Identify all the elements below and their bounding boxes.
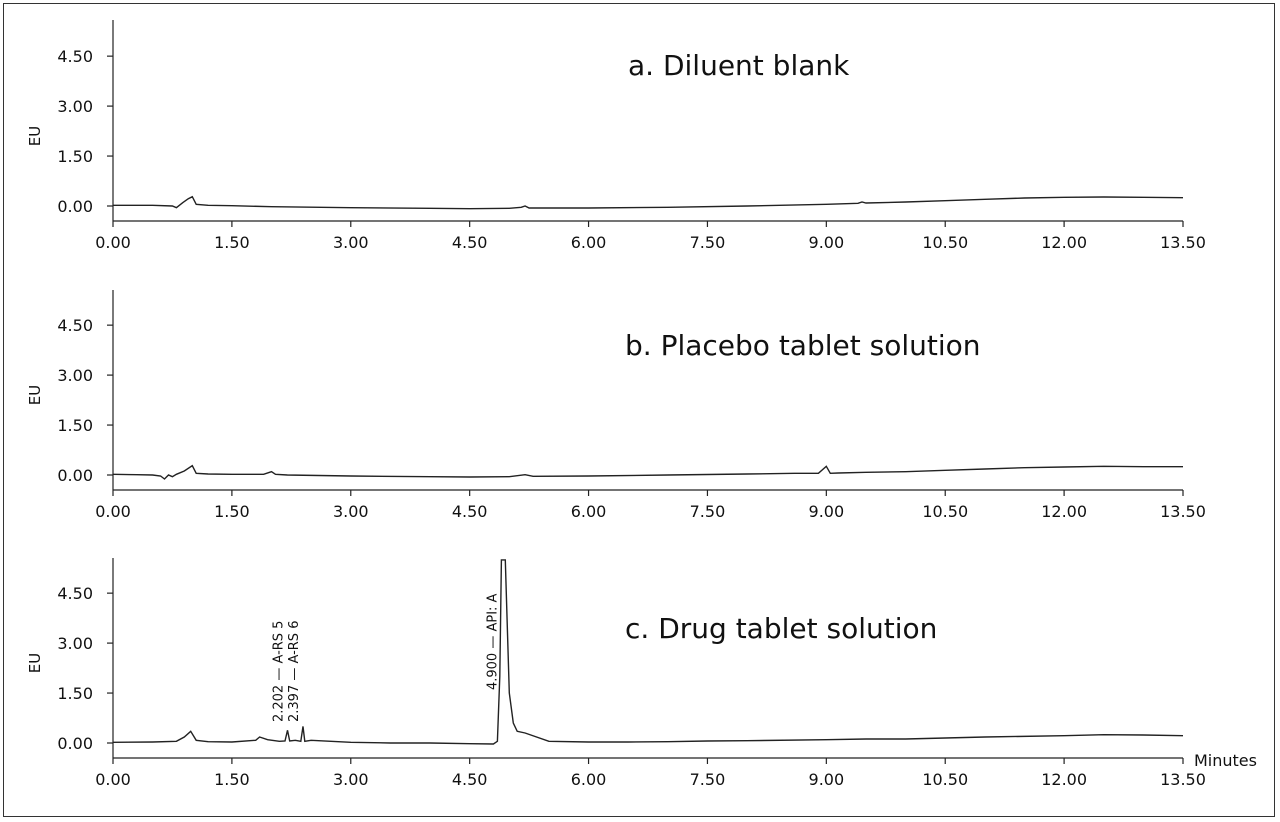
- y-tick-label: 4.50: [57, 47, 93, 67]
- x-tick-label: 4.50: [451, 770, 488, 789]
- y-tick-label: 0.00: [57, 466, 93, 485]
- x-tick-label: 3.00: [332, 770, 369, 789]
- panel-c-drug-tablet-solution: [26, 558, 1257, 789]
- x-tick-label: 0.00: [95, 502, 131, 521]
- x-tick-label: 3.00: [332, 502, 369, 521]
- x-tick-label: 12.00: [1041, 770, 1088, 789]
- y-tick-label: 1.50: [57, 684, 93, 704]
- x-axis-label: Minutes: [1194, 751, 1257, 770]
- x-tick-label: 1.50: [214, 770, 250, 789]
- x-tick-label: 13.50: [1160, 502, 1206, 521]
- y-axis-label: EU: [26, 125, 44, 147]
- y-tick-label: 3.00: [57, 366, 93, 386]
- y-tick-label: 1.50: [57, 416, 93, 436]
- axes: [57, 558, 1206, 789]
- panel-title: c. Drug tablet solution: [625, 612, 938, 645]
- y-tick-label: 0.00: [57, 734, 93, 753]
- y-tick-label: 4.50: [57, 316, 93, 336]
- x-tick-label: 0.00: [95, 770, 131, 789]
- x-tick-label: 1.50: [214, 502, 250, 521]
- x-tick-label: 3.00: [332, 233, 369, 252]
- x-tick-label: 4.50: [451, 233, 488, 252]
- panel-b-placebo-tablet-solution: [26, 290, 1206, 521]
- y-tick-label: 1.50: [57, 147, 93, 167]
- y-tick-label: 3.00: [57, 634, 93, 654]
- x-tick-label: 7.50: [689, 233, 726, 252]
- y-axis-label: EU: [26, 384, 44, 406]
- x-tick-label: 6.00: [570, 502, 607, 521]
- x-tick-label: 7.50: [689, 770, 726, 789]
- x-tick-label: 1.50: [214, 233, 250, 252]
- y-tick-label: 0.00: [57, 197, 93, 216]
- x-tick-label: 9.00: [808, 770, 845, 789]
- peak-label: 2.202 — A-RS 5: [271, 620, 287, 722]
- x-tick-label: 0.00: [95, 233, 131, 252]
- x-tick-label: 13.50: [1160, 233, 1206, 252]
- x-tick-label: 13.50: [1160, 770, 1206, 789]
- peak-label: 4.900 — API: A: [485, 593, 501, 690]
- x-tick-label: 7.50: [689, 502, 726, 521]
- chromatogram-trace: [113, 466, 1183, 479]
- panel-a-diluent-blank: [26, 20, 1206, 252]
- x-tick-label: 10.50: [922, 770, 969, 789]
- x-tick-label: 6.00: [570, 233, 607, 252]
- x-tick-label: 12.00: [1041, 502, 1088, 521]
- y-axis-label: EU: [26, 652, 44, 674]
- chromatogram-trace: [113, 197, 1183, 209]
- y-tick-label: 3.00: [57, 97, 93, 117]
- panel-title: a. Diluent blank: [628, 49, 850, 82]
- peak-label: 2.397 — A-RS 6: [286, 620, 302, 722]
- x-tick-label: 9.00: [808, 233, 845, 252]
- x-tick-label: 4.50: [451, 502, 488, 521]
- x-tick-label: 9.00: [808, 502, 845, 521]
- x-tick-label: 10.50: [922, 502, 969, 521]
- panel-title: b. Placebo tablet solution: [625, 329, 981, 362]
- x-tick-label: 12.00: [1041, 233, 1088, 252]
- y-tick-label: 4.50: [57, 584, 93, 604]
- x-tick-label: 10.50: [922, 233, 969, 252]
- x-tick-label: 6.00: [570, 770, 607, 789]
- axes: [57, 290, 1206, 521]
